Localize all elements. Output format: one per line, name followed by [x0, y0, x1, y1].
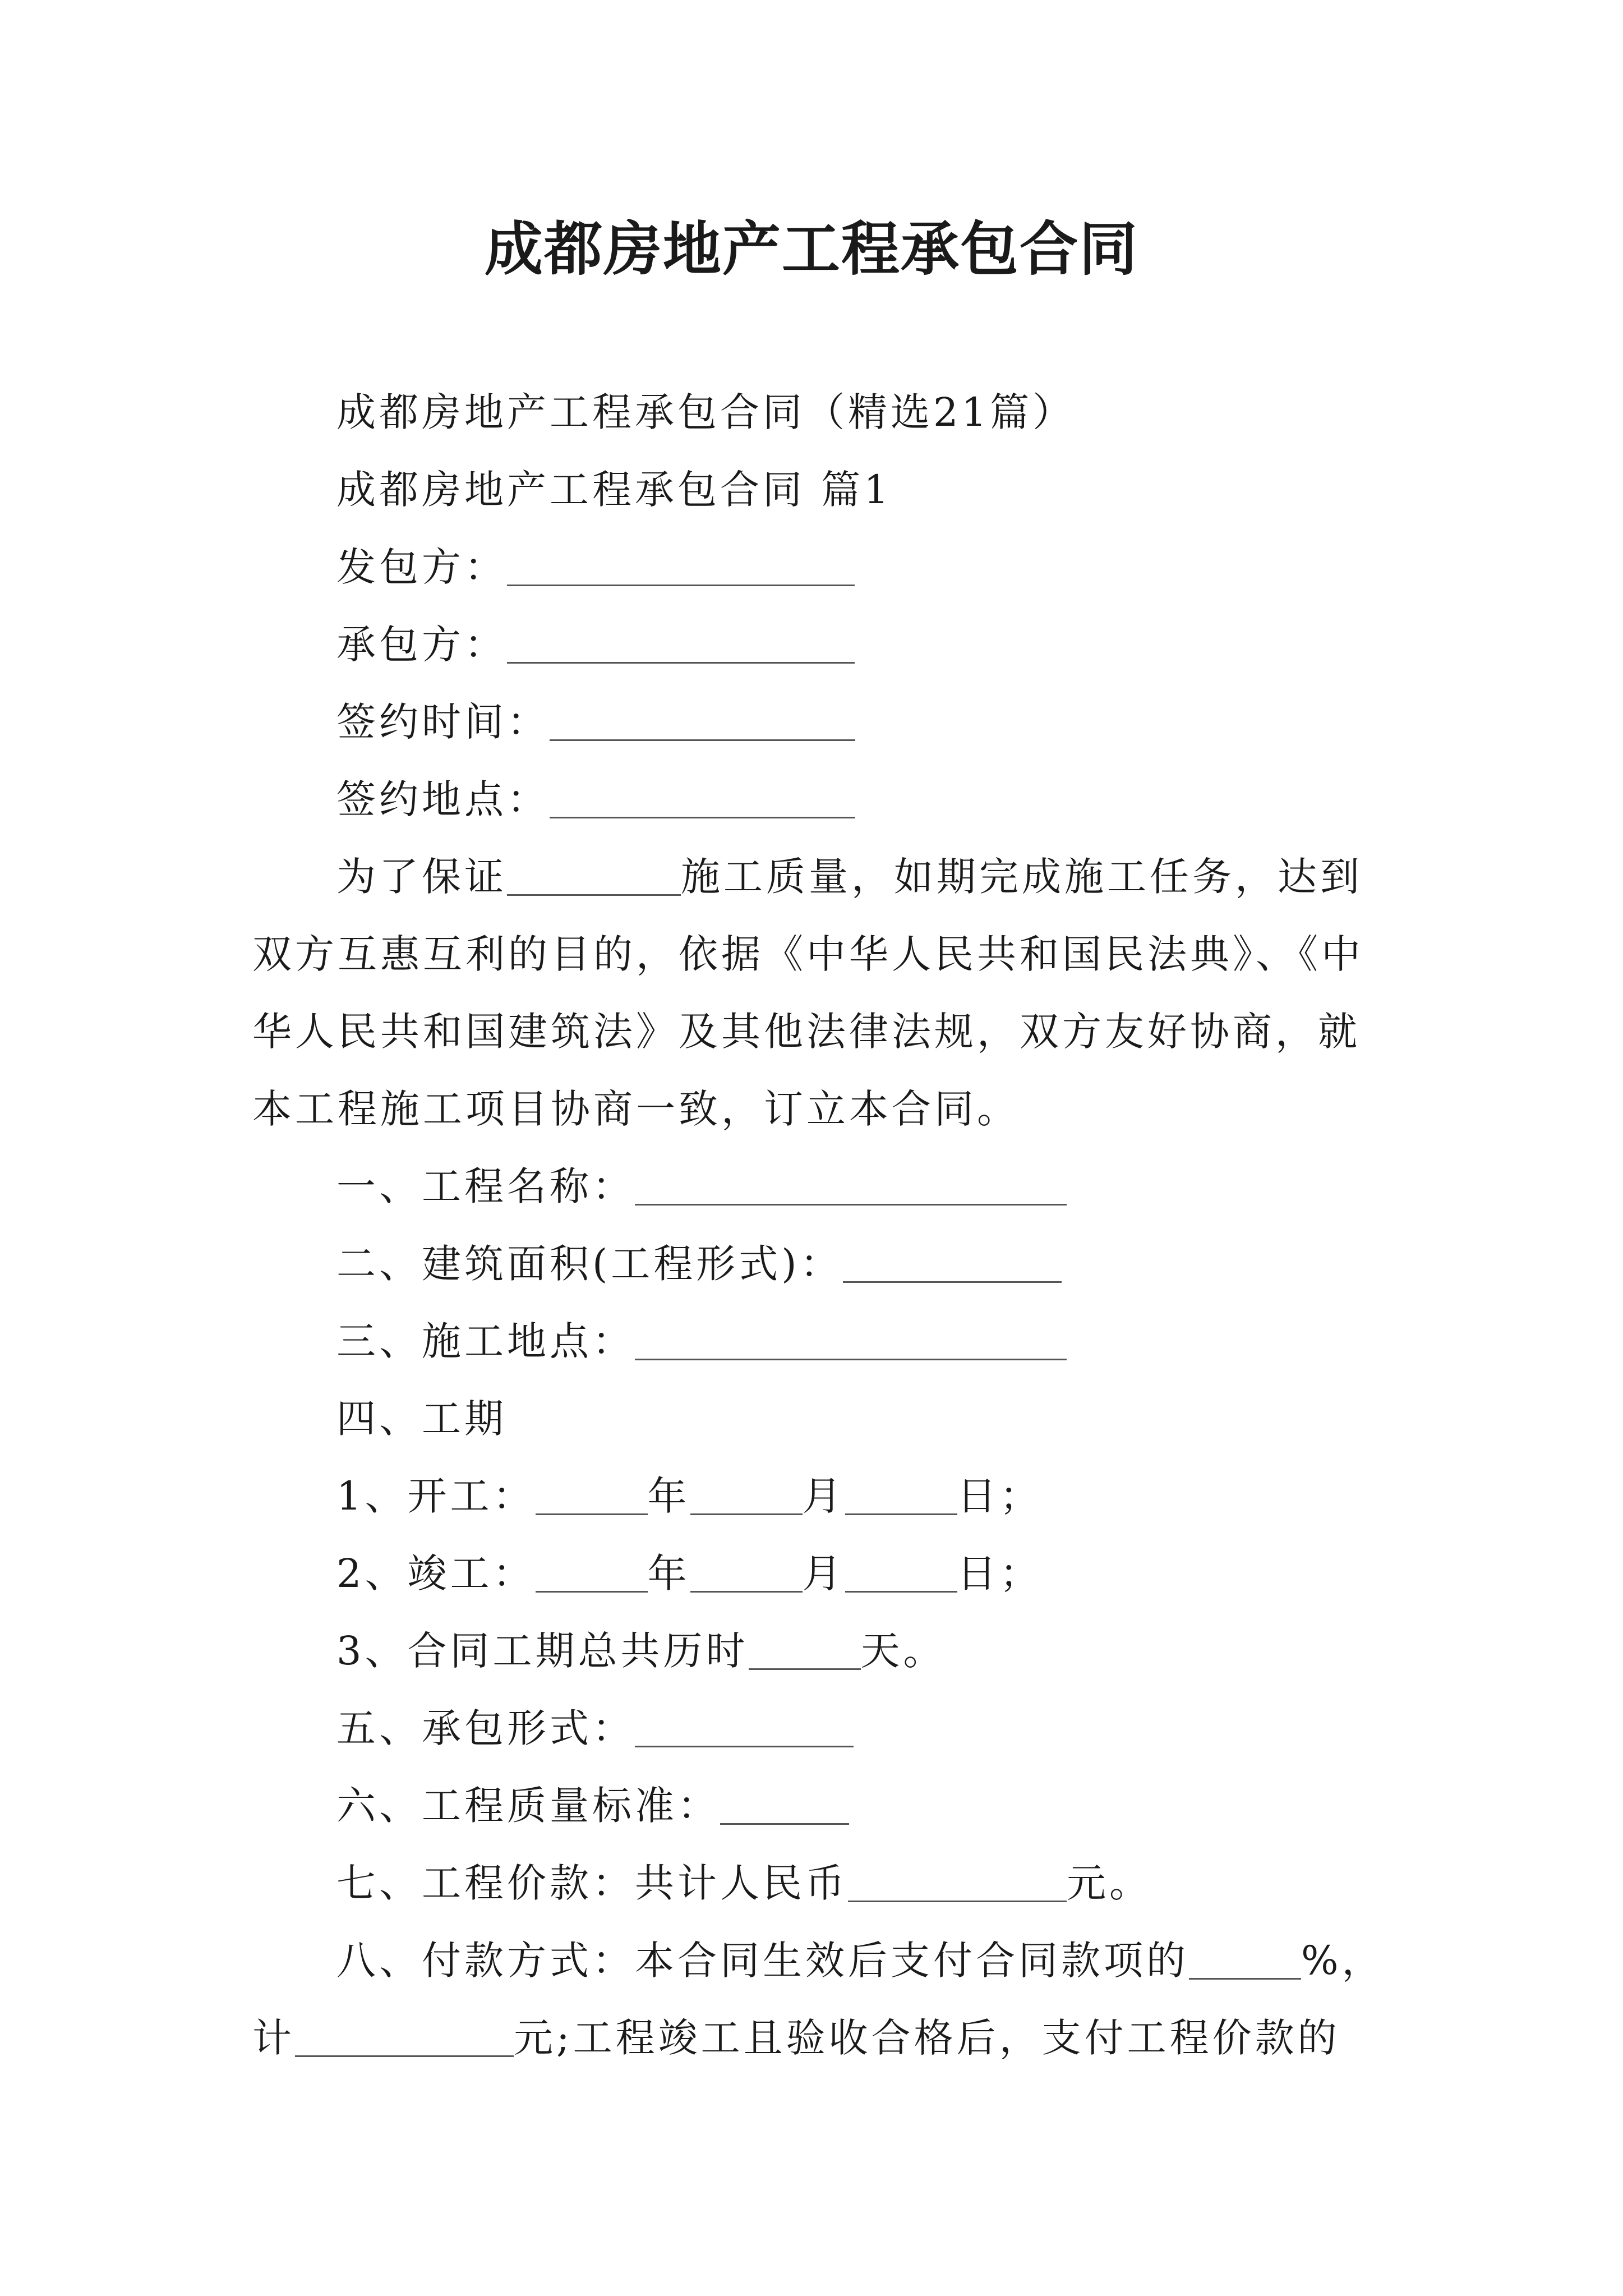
- sign-place-line: [336, 774, 855, 825]
- start-month-blank: [690, 1474, 803, 1515]
- month-unit: 月: [802, 1550, 845, 1596]
- chapter-heading: 成都房地产工程承包合同 篇1: [336, 467, 892, 513]
- site-blank: [635, 1319, 1067, 1360]
- intro-text: 为了保证: [336, 854, 507, 900]
- sign-time-line: [336, 697, 855, 747]
- month-unit: 月: [802, 1473, 845, 1519]
- area-blank: [843, 1242, 1062, 1283]
- clause-1: [336, 1161, 1067, 1212]
- clause-label: 一、工程名称：: [336, 1163, 635, 1209]
- party-a-blank: [507, 545, 855, 586]
- finish-day-blank: [845, 1552, 957, 1593]
- clause-label: 六、工程质量标准：: [336, 1783, 720, 1829]
- duration-unit: 天。: [860, 1628, 946, 1674]
- intro-line-1: [336, 852, 1363, 902]
- start-year-blank: [536, 1474, 648, 1515]
- party-a-line: [336, 542, 855, 592]
- project-name-blank: [635, 1165, 1067, 1205]
- sign-place-blank: [550, 777, 855, 818]
- clause-text: 计: [252, 2015, 295, 2061]
- clause-6: [336, 1780, 849, 1831]
- duration-label: 3、合同工期总共历时: [336, 1628, 749, 1674]
- year-unit: 年: [647, 1550, 690, 1596]
- sign-time-blank: [550, 700, 855, 741]
- percent-unit: %，: [1301, 1938, 1385, 1984]
- sign-time-label: 签约时间：: [336, 699, 550, 745]
- finish-date-line: [336, 1548, 1043, 1599]
- day-unit: 日；: [957, 1473, 1043, 1519]
- party-a-label: 发包方：: [336, 544, 507, 590]
- clause-label: 七、工程价款：共计人民币: [336, 1860, 848, 1906]
- amount-blank: [295, 2016, 514, 2057]
- finish-label: 2、竣工：: [336, 1550, 536, 1596]
- clause-3: [336, 1316, 1067, 1366]
- start-day-blank: [845, 1474, 957, 1515]
- start-label: 1、开工：: [336, 1473, 536, 1519]
- percent-blank: [1189, 1939, 1301, 1980]
- project-blank: [507, 855, 681, 896]
- year-unit: 年: [647, 1473, 690, 1519]
- clause-8-line-1: [336, 1935, 1385, 1986]
- clause-2: [336, 1239, 1062, 1289]
- subtitle: 成都房地产工程承包合同（精选21篇）: [336, 389, 1076, 435]
- clause-4: 四、工期: [336, 1396, 507, 1442]
- intro-line-3: 华人民共和国建筑法》及其他法律法规，双方友好协商，就: [252, 1009, 1361, 1055]
- finish-year-blank: [536, 1552, 648, 1593]
- duration-line: [336, 1626, 946, 1676]
- start-date-line: [336, 1471, 1043, 1521]
- clause-label: 二、建筑面积(工程形式)：: [336, 1241, 843, 1287]
- clause-5: [336, 1703, 854, 1754]
- clause-text: 元;工程竣工且验收合格后，支付工程价款的: [514, 2015, 1340, 2061]
- clause-8-line-2: [252, 2013, 1340, 2063]
- finish-month-blank: [690, 1552, 803, 1593]
- intro-line-4: 本工程施工项目协商一致，订立本合同。: [252, 1086, 1020, 1132]
- sign-place-label: 签约地点：: [336, 776, 550, 822]
- quality-blank: [720, 1784, 849, 1825]
- party-b-blank: [507, 623, 855, 664]
- day-unit: 日；: [957, 1550, 1043, 1596]
- clause-label: 八、付款方式：本合同生效后支付合同款项的: [336, 1938, 1189, 1984]
- currency-unit: 元。: [1067, 1860, 1152, 1906]
- clause-7: [336, 1858, 1152, 1908]
- duration-blank: [749, 1629, 861, 1670]
- contract-form-blank: [635, 1706, 854, 1747]
- intro-text: 施工质量，如期完成施工任务，达到: [681, 854, 1363, 900]
- party-b-label: 承包方：: [336, 622, 507, 668]
- document-title: 成都房地产工程承包合同: [484, 214, 1138, 283]
- intro-line-2: 双方互惠互利的目的，依据《中华人民共和国民法典》、《中: [252, 931, 1364, 977]
- clause-label: 五、承包形式：: [336, 1705, 635, 1751]
- party-b-line: [336, 619, 855, 670]
- clause-label: 三、施工地点：: [336, 1318, 635, 1364]
- price-blank: [848, 1861, 1067, 1902]
